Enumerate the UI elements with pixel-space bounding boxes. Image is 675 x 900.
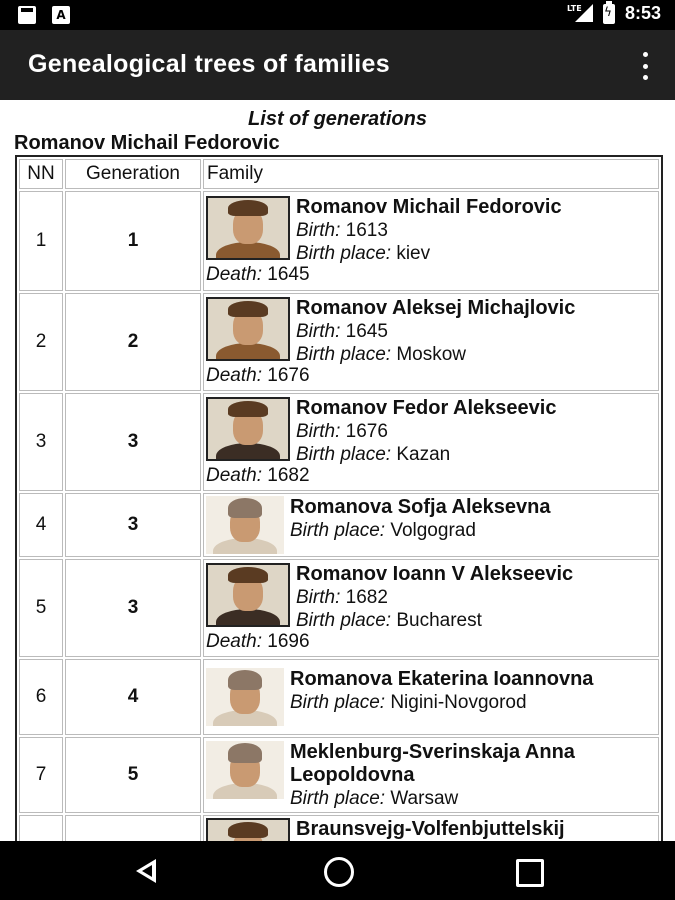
portrait-image[interactable] bbox=[206, 297, 290, 361]
person-name[interactable]: Romanov Aleksej Michajlovic bbox=[296, 297, 576, 319]
table-row[interactable] bbox=[19, 191, 659, 291]
birth-label: Birth: bbox=[296, 220, 341, 241]
row-nn bbox=[19, 815, 63, 841]
birth-place-value: Moskow bbox=[396, 344, 467, 365]
row-generation bbox=[65, 815, 201, 841]
birth-place-value: Warsaw bbox=[390, 787, 459, 809]
person-name[interactable]: Romanov Fedor Alekseevic bbox=[296, 397, 557, 419]
row-nn: 2 bbox=[19, 293, 63, 391]
birth-place-line bbox=[290, 519, 656, 542]
birth-place-line bbox=[296, 609, 656, 632]
row-nn: 3 bbox=[19, 393, 63, 491]
row-nn: 4 bbox=[19, 493, 63, 557]
death-line bbox=[206, 364, 656, 387]
birth-place-line bbox=[296, 343, 656, 366]
birth-place-line bbox=[296, 242, 656, 265]
clock: 8:53 bbox=[624, 3, 661, 23]
table-row[interactable] bbox=[19, 393, 659, 491]
family-cell[interactable] bbox=[203, 191, 659, 291]
person-name[interactable]: Braunsvejg-Volfenbjuttelskij bbox=[296, 818, 565, 840]
row-nn: 1 bbox=[19, 191, 63, 291]
table-row[interactable] bbox=[19, 737, 659, 813]
portrait-image[interactable] bbox=[206, 818, 290, 841]
status-bar bbox=[0, 0, 675, 30]
content-area[interactable] bbox=[0, 100, 675, 841]
person-name[interactable]: Romanov Ioann V Alekseevic bbox=[296, 563, 574, 585]
portrait-image[interactable] bbox=[206, 196, 290, 260]
death-value: 1696 bbox=[267, 631, 310, 652]
death-line bbox=[206, 464, 656, 487]
lte-label: LTE bbox=[566, 3, 582, 13]
home-icon[interactable] bbox=[322, 855, 354, 887]
birth-value: 1676 bbox=[345, 421, 388, 442]
birth-place-value: Bucharest bbox=[396, 610, 482, 631]
birth-line bbox=[296, 219, 656, 242]
row-generation: 1 bbox=[65, 191, 201, 291]
back-icon[interactable] bbox=[132, 855, 164, 887]
app-title: Genealogical trees of families bbox=[28, 50, 390, 78]
birth-place-value: Kazan bbox=[396, 444, 451, 465]
portrait-image[interactable] bbox=[206, 496, 284, 554]
font-icon: A bbox=[52, 6, 70, 24]
table-row[interactable] bbox=[19, 815, 659, 841]
birth-place-label: Birth place: bbox=[296, 344, 392, 365]
row-generation: 3 bbox=[65, 493, 201, 557]
family-cell[interactable] bbox=[203, 559, 659, 657]
birth-label: Birth: bbox=[296, 321, 341, 342]
birth-place-value: kiev bbox=[396, 243, 431, 264]
row-generation: 5 bbox=[65, 737, 201, 813]
family-cell[interactable] bbox=[203, 659, 659, 735]
sd-card-icon bbox=[18, 6, 36, 24]
row-generation: 3 bbox=[65, 393, 201, 491]
death-label: Death: bbox=[206, 465, 262, 486]
row-nn: 6 bbox=[19, 659, 63, 735]
death-line bbox=[206, 263, 656, 286]
signal-icon bbox=[567, 4, 593, 24]
death-value: 1682 bbox=[267, 465, 310, 486]
header-family: Family bbox=[203, 159, 659, 189]
header-generation: Generation bbox=[65, 159, 201, 189]
birth-place-label: Birth place: bbox=[290, 520, 386, 541]
family-cell[interactable] bbox=[203, 737, 659, 813]
recent-apps-icon[interactable] bbox=[512, 855, 544, 887]
row-generation: 4 bbox=[65, 659, 201, 735]
birth-value: 1645 bbox=[345, 321, 388, 342]
birth-value: 1613 bbox=[345, 220, 388, 241]
birth-place-line bbox=[290, 691, 656, 714]
death-value: 1676 bbox=[267, 365, 310, 386]
app-bar bbox=[0, 30, 675, 100]
battery-charging-icon bbox=[603, 4, 615, 24]
birth-line bbox=[296, 586, 656, 609]
birth-place-line bbox=[290, 787, 656, 810]
row-nn: 7 bbox=[19, 737, 63, 813]
table-header-row bbox=[19, 159, 659, 189]
birth-place-label: Birth place: bbox=[296, 610, 392, 631]
death-label: Death: bbox=[206, 365, 262, 386]
list-title: List of generations bbox=[248, 108, 427, 130]
birth-place-label: Birth place: bbox=[290, 692, 386, 713]
birth-value: 1682 bbox=[345, 587, 388, 608]
overflow-menu-icon[interactable] bbox=[637, 52, 653, 80]
table-row[interactable] bbox=[19, 493, 659, 557]
portrait-image[interactable] bbox=[206, 668, 284, 726]
row-generation: 2 bbox=[65, 293, 201, 391]
root-person-name: Romanov Michail Fedorovic bbox=[14, 132, 280, 154]
birth-label: Birth: bbox=[296, 421, 341, 442]
person-name[interactable]: Romanova Sofja Aleksevna bbox=[290, 496, 551, 518]
portrait-image[interactable] bbox=[206, 563, 290, 627]
row-generation: 3 bbox=[65, 559, 201, 657]
birth-place-label: Birth place: bbox=[296, 444, 392, 465]
birth-place-line bbox=[296, 443, 656, 466]
birth-place-label: Birth place: bbox=[296, 243, 392, 264]
generations-table bbox=[15, 155, 663, 841]
death-label: Death: bbox=[206, 264, 262, 285]
family-cell[interactable] bbox=[203, 493, 659, 557]
death-label: Death: bbox=[206, 631, 262, 652]
row-nn: 5 bbox=[19, 559, 63, 657]
birth-line bbox=[296, 320, 656, 343]
family-cell[interactable] bbox=[203, 393, 659, 491]
birth-place-label: Birth place: bbox=[290, 787, 386, 809]
death-line bbox=[206, 630, 656, 653]
navigation-bar bbox=[0, 841, 675, 900]
portrait-image[interactable] bbox=[206, 397, 290, 461]
table-row[interactable] bbox=[19, 293, 659, 391]
table-row[interactable] bbox=[19, 559, 659, 657]
birth-place-value: Volgograd bbox=[390, 520, 476, 541]
family-cell[interactable] bbox=[203, 293, 659, 391]
person-name[interactable]: Romanova Ekaterina Ioannovna bbox=[290, 668, 594, 690]
birth-line bbox=[296, 420, 656, 443]
table-row[interactable] bbox=[19, 659, 659, 735]
header-nn: NN bbox=[19, 159, 63, 189]
birth-place-value: Nigini-Novgorod bbox=[390, 692, 527, 713]
portrait-image[interactable] bbox=[206, 741, 284, 799]
person-name[interactable]: Meklenburg-Sverinskaja Anna Leopoldovna bbox=[290, 740, 575, 786]
death-value: 1645 bbox=[267, 264, 310, 285]
person-name[interactable]: Romanov Michail Fedorovic bbox=[296, 196, 562, 218]
birth-label: Birth: bbox=[296, 587, 341, 608]
family-cell[interactable] bbox=[203, 815, 659, 841]
